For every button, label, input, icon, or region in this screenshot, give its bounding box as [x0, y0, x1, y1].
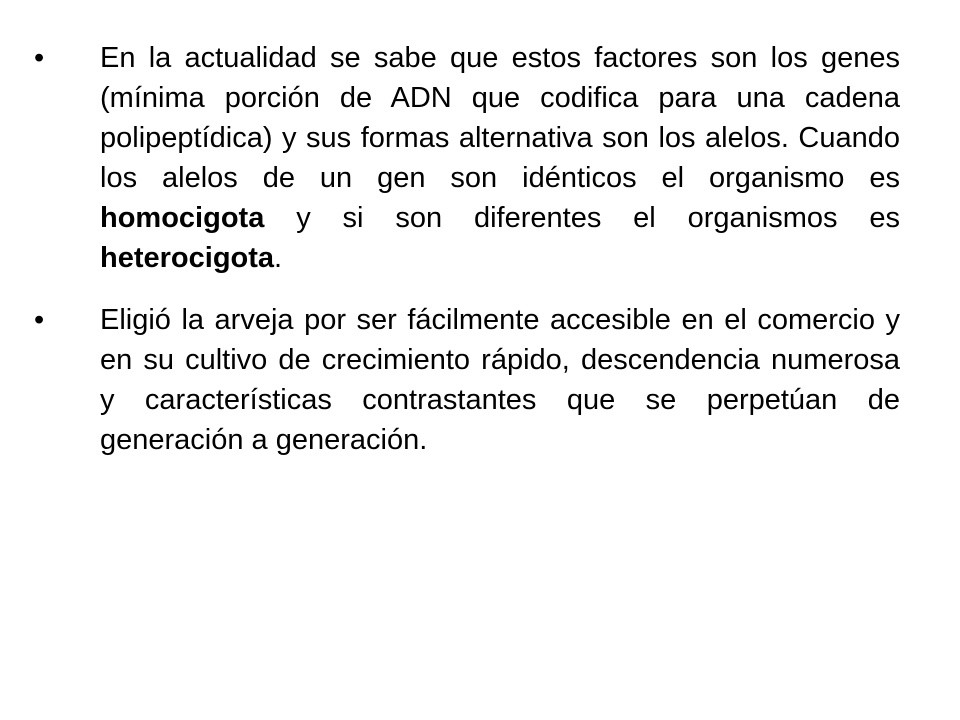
bullet-item-arveja [28, 300, 900, 460]
text-segment: y si son diferentes el organismos es [264, 202, 900, 234]
text-segment: Eligió la arveja por ser fácilmente accesible en el comercio y en su cultivo de crecimiento rápido, descendencia numerosa y características contrastantes que se perpetúan de generación a generación. [100, 304, 900, 456]
term-homocigota: homocigota [100, 202, 265, 234]
bullet-marker: • [34, 42, 45, 74]
text-segment: En la actualidad se sabe que estos factores son los genes (mínima porción de ADN que codifica para una cadena polipeptídica) y sus formas alternativa son los alelos. Cuando los alelos de un gen son idénticos el organismo es [100, 42, 900, 194]
bullet-marker: • [34, 304, 45, 336]
bullet-item-factores-genes [28, 38, 900, 278]
bullet-list [28, 38, 900, 482]
bullet-text-genes-alelos [100, 38, 900, 278]
text-segment: . [274, 242, 283, 274]
term-heterocigota: heterocigota [100, 242, 275, 274]
bullet-text-eligio-arveja [100, 300, 900, 460]
